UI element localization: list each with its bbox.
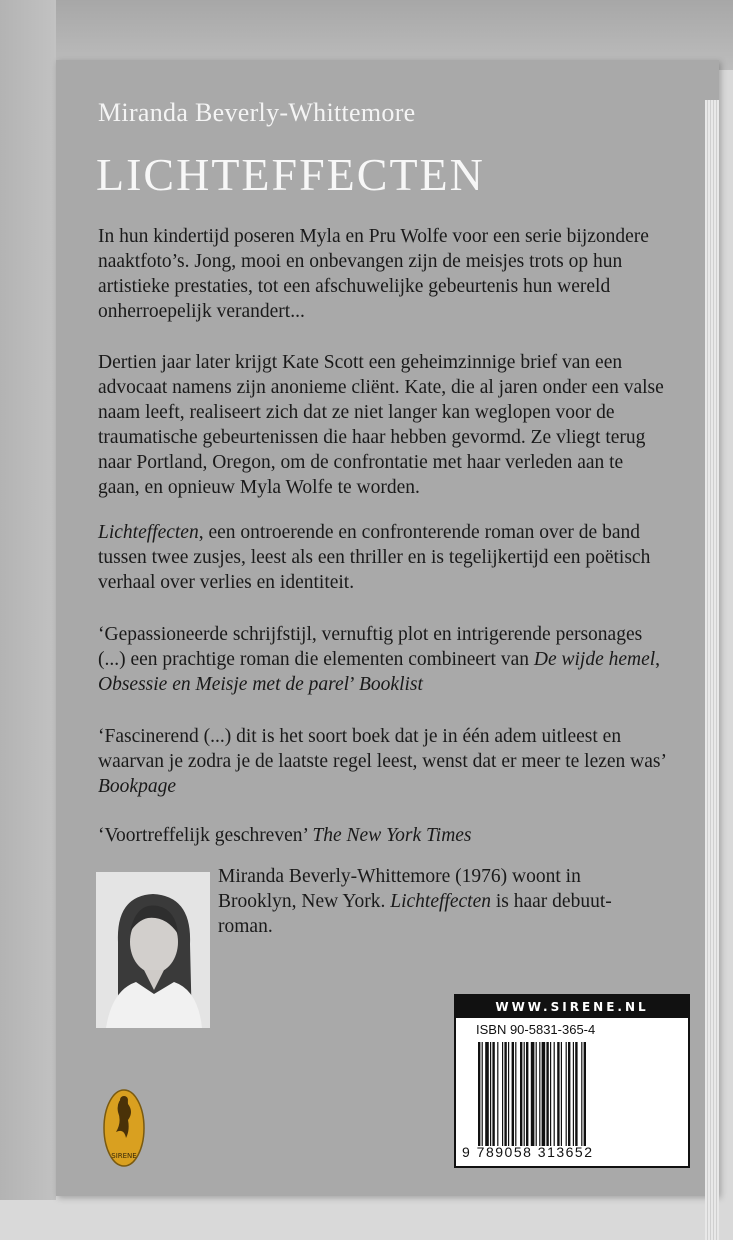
barcode-bar [557,1042,559,1146]
barcode-bar [542,1042,546,1146]
quote-title-2: Obsessie [98,674,168,695]
barcode-bar [485,1042,489,1146]
page-edge [705,100,719,1240]
logo-text: SIRENE [111,1152,137,1160]
isbn-label: ISBN 90-5831-365-4 [476,1022,596,1037]
barcode-box [454,994,690,1168]
quote-text: ‘Fascinerend (...) dit is het soort boek dat je in één adem uitleest en waarvan je zodra je de laatste regel leest, wenst dat er meer te lezen was’ [98,726,666,772]
quote-source: Bookpage [98,776,176,797]
book-title: LICHTEFFECTEN [96,149,485,200]
quote-mid: en [167,674,196,695]
barcode-bar [536,1042,537,1146]
barcode-bar [561,1042,562,1146]
barcode-bar [478,1042,480,1146]
barcode-bar [550,1042,551,1146]
quote-text: ‘Gepassioneerde schrijfstijl, vernuftig plot en intrigerende personages (...) een prachtige roman die elementen combineert van [98,624,643,670]
blurb-paragraph-1: In hun kindertijd poseren Myla en Pru Wolfe voor een serie bijzondere naaktfoto’s. Jong, mooi en onbevangen zijn de meisjes trots op hun artistieke prestaties, tot een afschuwelijke gebeurtenis hun wereld onherroepelijk verandert... [98,226,649,322]
quote-title-1: De wijde hemel [533,649,656,670]
barcode-bar [512,1042,514,1146]
barcode-bar [504,1042,506,1146]
review-quote-booklist [98,622,668,697]
quote-sep: , [655,649,661,670]
barcode-bar [573,1042,574,1146]
bio-text-end: is haar debuut-roman. [218,891,612,937]
barcode-bar [568,1042,570,1146]
bio-text: Miranda Beverly-Whittemore (1976) woont in Brooklyn, New York. [218,866,581,912]
barcode-bar [575,1042,577,1146]
barcode-bar [584,1042,586,1146]
barcode-bar [546,1042,548,1146]
sirene-logo-icon [100,1082,148,1170]
blurb-paragraph-2: Dertien jaar later krijgt Kate Scott een geheimzinnige brief van een advocaat namens zijn anonieme cliënt. Kate, die al jaren onder een valse naam leeft, realiseert zich dat ze niet langer kan weglopen voor de traumatische gebeurtenissen die haar hebben gevormd. Ze vliegt terug naar Portland, Oregon, om de confrontatie met haar verleden aan te gaan, en opnieuw Myla Wolfe te worden. [98,352,664,498]
author-name: Miranda Beverly-Whittemore [98,98,416,127]
quote-source: Booklist [359,674,423,695]
barcode-bar [526,1042,528,1146]
barcode-bar [492,1042,494,1146]
barcode-bar [566,1042,567,1146]
bio-book-title: Lichteffecten [390,891,491,912]
barcode-bar [497,1042,498,1146]
barcode-bar [482,1042,483,1146]
review-quote-bookpage [98,724,668,799]
blurb-paragraph-3 [98,520,668,595]
author-bio [218,864,618,939]
quote-end: ’ [349,674,360,695]
barcode-bar [531,1042,535,1146]
barcode-bar [539,1042,540,1146]
background-left [0,0,56,1200]
barcode-bar [581,1042,582,1146]
review-quote-nytimes [98,823,668,848]
book-title-italic: Lichteffecten [98,522,199,543]
barcode-bar [520,1042,522,1146]
barcode-bar [554,1042,555,1146]
quote-title-3: Meisje met de parel [195,674,350,695]
blurb-paragraph-3-text: , een ontroerende en confronterende roman over de band tussen twee zusjes, leest als een thriller en is tegelijkertijd een poëtisch verhaal over verlies en identiteit. [98,522,651,593]
barcode-bar [502,1042,503,1146]
author-photo [96,872,210,1028]
barcode-number: 9 789058 313652 [462,1144,594,1160]
barcode-bars [476,1042,676,1146]
barcode-bar [490,1042,491,1146]
barcode-bar [524,1042,525,1146]
barcode-bar [515,1042,516,1146]
publisher-url: WWW.SIRENE.NL [456,996,688,1018]
barcode-bar [508,1042,509,1146]
quote-text: ‘Voortreffelijk geschreven’ [98,825,313,846]
quote-source: The New York Times [312,825,472,846]
